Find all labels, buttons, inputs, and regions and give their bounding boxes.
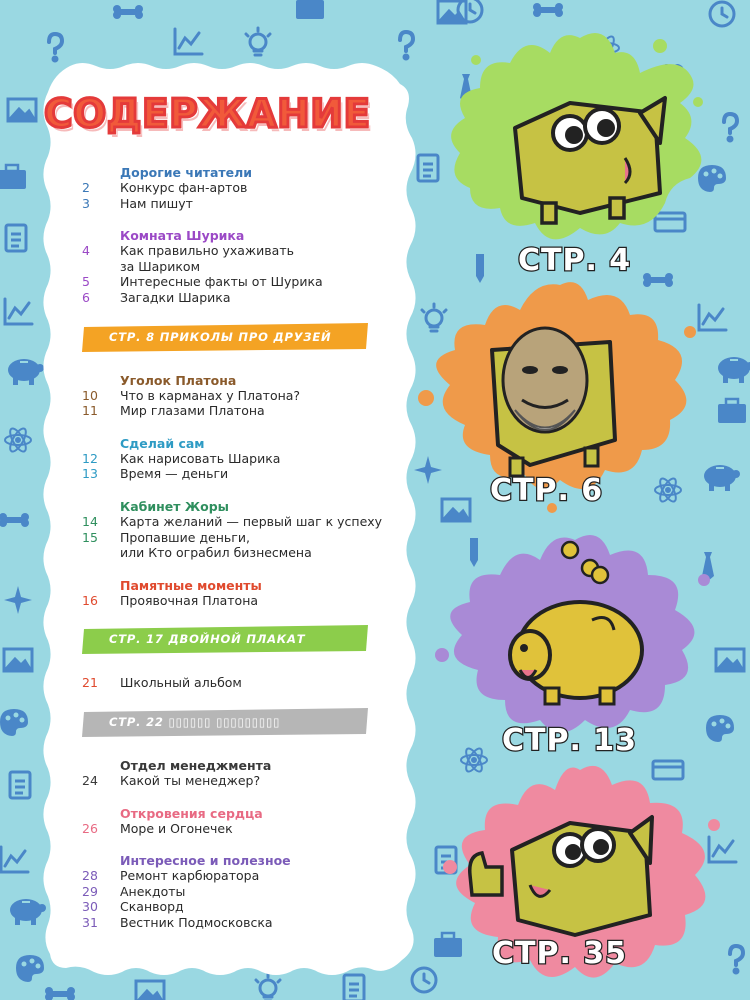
section-title: Дорогие читатели [120,165,253,180]
contents-section [82,806,402,837]
section-title: Комната Шурика [120,228,245,244]
contents-entry[interactable] [82,196,402,212]
page-number: 15 [82,529,98,545]
page-title: СОДЕРЖАНИЕ [44,92,371,137]
section-title: Уголок Платона [120,372,237,388]
page-number: 21 [82,675,98,691]
page-number: 4 [82,243,90,259]
page-number [82,259,120,275]
entry-title: Загадки Шарика [120,289,231,305]
contents-entry[interactable] [82,243,402,259]
platon-face-dog-illustration [492,328,615,476]
strip-label: СТР. 8 ПРИКОЛЫ ПРО ДРУЗЕЙ [109,329,332,344]
contents-section [82,228,402,305]
contents-entry[interactable] [82,545,402,561]
page-number: 16 [82,592,98,608]
contents-entry[interactable] [82,466,402,482]
page-number: 26 [82,820,98,836]
page-number: 24 [82,772,98,788]
entry-title: Что в карманах у Платона? [120,387,301,403]
page-number: 14 [82,513,98,529]
splat-page-4-label: СТР. 4 [518,243,632,278]
entry-title: Как нарисовать Шарика [120,450,281,466]
entry-title: Пропавшие деньги, [120,529,250,545]
contents-section [82,436,402,482]
contents-entry[interactable] [82,274,402,290]
entry-title: Время — деньги [120,466,229,482]
entry-title: за Шариком [120,258,200,274]
entry-title: Карта желаний — первый шаг к успеху [120,513,383,529]
page-number: 6 [82,289,90,305]
page-number: 12 [82,450,98,466]
page-number: 31 [82,914,98,930]
contents-entry[interactable] [82,675,402,691]
entry-title: Школьный альбом [120,675,242,691]
contents-section [82,165,402,211]
splat-page-6 [410,270,710,515]
contents-entry[interactable] [82,290,402,306]
contents-list [82,165,402,947]
contents-entry[interactable] [82,180,402,196]
contents-entry[interactable] [82,868,402,884]
section-title: Отдел менеджмента [120,757,272,773]
splat-page-6-label: СТР. 6 [490,473,604,508]
contents-entry[interactable] [82,593,402,609]
page-number: 10 [82,387,98,403]
entry-title: Мир глазами Платона [120,403,265,419]
contents-entry[interactable] [82,514,402,530]
entry-title: Море и Огонечек [120,820,233,836]
entry-title: Анекдоты [120,883,186,899]
entry-title: Какой ты менеджер? [120,772,261,788]
contents-entry[interactable] [82,899,402,915]
contents-entry[interactable] [82,403,402,419]
page-number: 28 [82,868,98,884]
page-number: 2 [82,180,90,195]
entry-title: Сканворд [120,899,184,915]
page-number: 13 [82,466,98,482]
section-title: Сделай сам [120,435,205,451]
section-strip [82,323,402,351]
strip-label: СТР. 17 ДВОЙНОЙ ПЛАКАТ [109,632,306,647]
contents-entry[interactable] [82,884,402,900]
page-number: 11 [82,403,98,419]
contents-entry[interactable] [82,773,402,789]
splat-page-35-label: СТР. 35 [492,936,628,971]
section-strip [82,708,402,736]
splat-page-13 [420,520,720,760]
page-number: 29 [82,883,98,899]
contents-entry[interactable] [82,388,402,404]
entry-title: Проявочная Платона [120,592,259,608]
page-number: 30 [82,899,98,915]
section-title: Памятные моменты [120,577,262,593]
entry-title: или Кто ограбил бизнесмена [120,545,312,561]
splat-page-13-label: СТР. 13 [502,723,638,758]
contents-entry[interactable] [82,530,402,546]
section-title: Кабинет Жоры [120,498,229,514]
entry-title: Вестник Подмосковска [120,914,273,930]
contents-entry[interactable] [82,259,402,275]
contents-section [82,853,402,930]
contents-section [82,758,402,789]
contents-entry[interactable] [82,451,402,467]
entry-title: Как правильно ухаживать [120,243,294,259]
contents-section [82,373,402,419]
page-number [82,545,120,561]
contents-entry[interactable] [82,821,402,837]
entry-title: Нам пишут [120,195,193,211]
entry-title: Ремонт карбюратора [120,868,260,884]
page-number: 5 [82,274,90,290]
section-title: Интересное и полезное [120,853,291,869]
strip-label: СТР. 22 ▯▯▯▯▯▯ ▯▯▯▯▯▯▯▯▯ [109,714,281,729]
entry-title: Интересные факты от Шурика [120,274,323,290]
splat-page-35 [430,755,730,1000]
contents-section [82,578,402,609]
section-strip [82,625,402,653]
section-title: Откровения сердца [120,805,263,821]
page-number: 3 [82,195,90,211]
contents-section [82,499,402,561]
entry-title: Конкурс фан-артов [120,180,248,195]
splat-page-4 [430,18,720,278]
contents-section [82,675,402,691]
contents-entry[interactable] [82,915,402,931]
